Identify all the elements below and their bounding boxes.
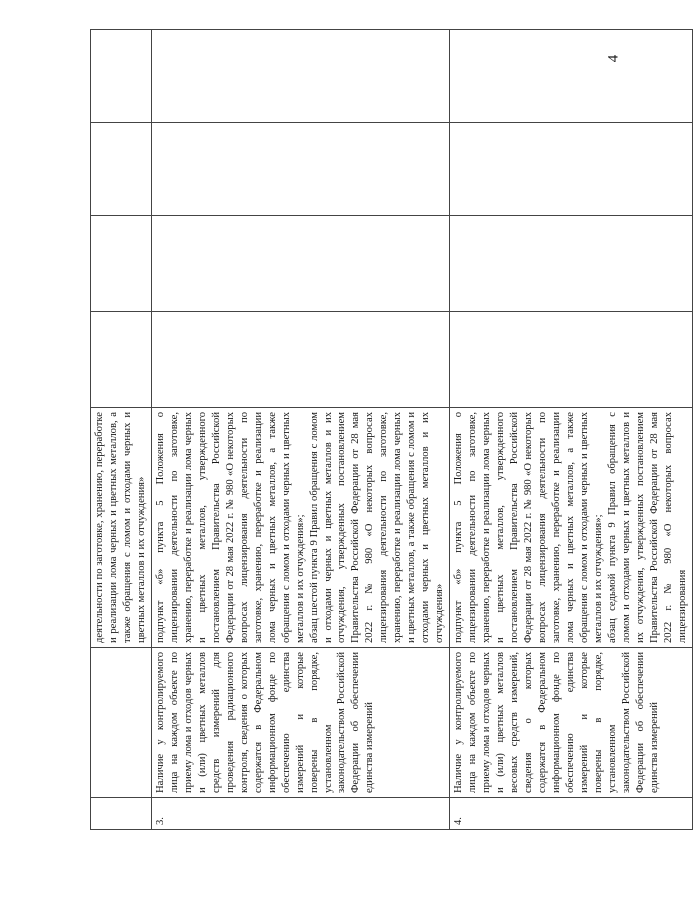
answer-cell[interactable] — [151, 216, 449, 312]
table-row — [151, 30, 449, 830]
legal-basis-paragraph: подпункт «б» пункта 5 Положения о лицензировании деятельности по заготовке, хранению, переработке и реализации лома черных и цветных металлов, утвержденного постановлением Правительства Российской Федерации от 28 мая 2022 г. № 980 «О некоторых вопросах лицензирования деятельности по заготовке, хранению, переработке и реализации лома черных и цветных металлов, а также обращения с ломом и отходами черных и цветных металлов и их отчуждения»; — [154, 412, 306, 643]
row-number-cell — [91, 798, 152, 830]
answer-cell[interactable] — [91, 123, 152, 216]
legal-basis-paragraph: абзац седьмой пункта 9 Правил обращения с ломом и отходами черных и цветных металлов и их отчуждения, утвержденных постановлением Правительства Российской Федерации от 28 мая 2022 г. № 980 «О некоторых вопросах лицензирования — [606, 412, 688, 643]
legal-basis-paragraph: подпункт «б» пункта 5 Положения о лицензировании деятельности по заготовке, хранению, переработке и реализации лома черных и цветных металлов, утвержденного постановлением Правительства Российской Федерации от 28 мая 2022 г. № 980 «О некоторых вопросах лицензирования деятельности по заготовке, хранению, переработке и реализации лома черных и цветных металлов, а также обращения с ломом и отходами черных и цветных металлов и их отчуждения»; — [453, 412, 604, 643]
question-cell: Наличие у контролируемого лица на каждом объекте по приему лома и отходов черных и (или) цветных металлов весовых средств измерений, сведения о которых содержатся в Федеральном информационном фонде по обеспечению единства измерений и которые поверены в порядке, установленном законодательством Российской Федерации об обеспечении единства измерений — [450, 648, 692, 798]
table-row — [450, 30, 692, 830]
answer-cell[interactable] — [450, 216, 692, 312]
row-number-cell: 4. — [450, 798, 692, 830]
checklist-table — [90, 29, 693, 830]
question-cell — [91, 648, 152, 798]
question-cell: Наличие у контролируемого лица на каждом объекте по приему лома и отходов черных и (или) цветных металлов средств измерений для проведения радиационного контроля, сведения о которых содержатся в Федеральном информационном фонде по обеспечению единства измерений и которые поверены в порядке, установленном законодательством Российской Федерации об обеспечении единства измерений — [151, 648, 449, 798]
rotated-table-container — [90, 30, 688, 830]
legal-basis-cell — [151, 408, 449, 648]
answer-cell[interactable] — [91, 216, 152, 312]
answer-cell[interactable] — [450, 123, 692, 216]
legal-basis-cell — [450, 408, 692, 648]
answer-cell[interactable] — [450, 312, 692, 408]
note-cell[interactable] — [91, 30, 152, 123]
legal-basis-cell: деятельности по заготовке, хранению, переработке и реализации лома черных и цветных металлов, а также обращения с ломом и отходами черных и цветных металлов и их отчуждения» — [91, 408, 152, 648]
page-number: 4 — [604, 54, 621, 63]
legal-basis-paragraph: абзац шестой пункта 9 Правил обращения с ломом и отходами черных и цветных металлов и их отчуждения, утвержденных постановлением Правительства Российской Федерации от 28 мая 2022 г. № 980 «О некоторых вопросах лицензирования деятельности по заготовке, хранению, переработке и реализации лома черных и цветных металлов, а также обращения с ломом и отходами черных и цветных металлов и их отчуждения» — [308, 412, 446, 643]
answer-cell[interactable] — [151, 312, 449, 408]
row-number-cell: 3. — [151, 798, 449, 830]
answer-cell[interactable] — [151, 123, 449, 216]
table-row — [91, 30, 152, 830]
rotated-table-frame — [90, 30, 688, 830]
note-cell[interactable] — [450, 30, 692, 123]
answer-cell[interactable] — [91, 312, 152, 408]
note-cell[interactable] — [151, 30, 449, 123]
